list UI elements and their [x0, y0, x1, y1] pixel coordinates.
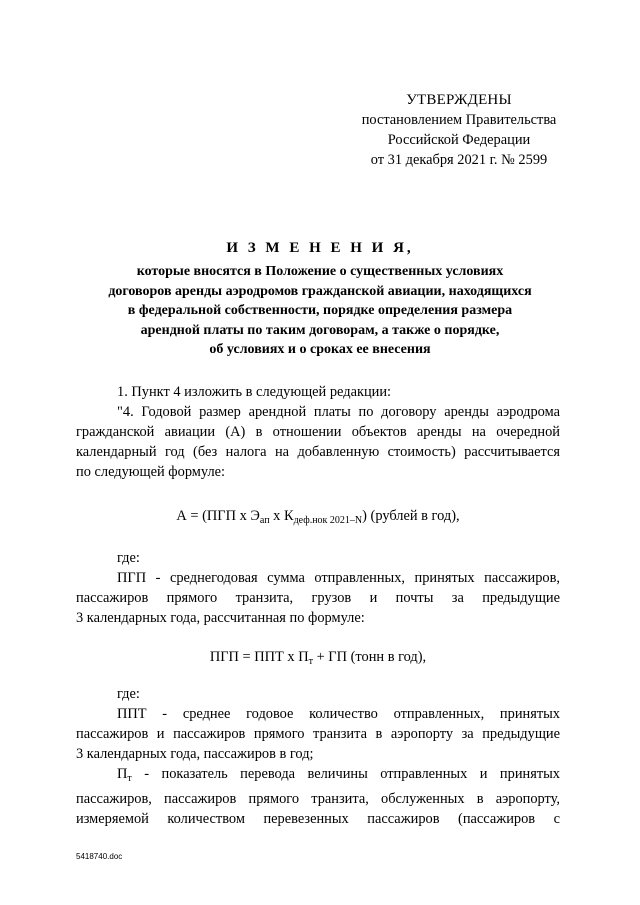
paragraph-4-line: по следующей формуле:: [76, 464, 226, 480]
pt-symbol: П: [117, 766, 128, 782]
paragraph-4-line: календарный год (без налога на добавленную стоимость) рассчитывается: [76, 444, 560, 460]
formula-2-lhs: ПГП = ППТ х П: [209, 649, 309, 665]
ppt-definition-line: 3 календарных года, пассажиров в год;: [76, 746, 314, 762]
file-name-footer: 5418740.doc: [76, 852, 123, 861]
section-1: [76, 382, 560, 482]
ppt-definition-line: ППТ - среднее годовое количество отправленных, принятых: [117, 706, 560, 722]
pt-definition-line: [76, 764, 560, 789]
pt-symbol-sub: т: [127, 773, 132, 784]
item-1-text: 1. Пункт 4 изложить в следующей редакции:: [117, 384, 392, 400]
paragraph-4-line: гражданской авиации (А) в отношении объектов аренды на очередной: [76, 424, 560, 440]
document-heading: [40, 238, 600, 360]
where-label-2: где:: [117, 686, 140, 702]
where-label-1: где:: [117, 550, 140, 566]
heading-subtitle-line: которые вносятся в Положение о существенных условиях: [136, 264, 504, 279]
pgp-definition-line: 3 календарных года, рассчитанная по формуле:: [76, 610, 365, 626]
formula-2-rhs: + ГП (тонн в год),: [313, 649, 427, 665]
formula-pgp: [76, 647, 560, 672]
paragraph-4-line: "4. Годовой размер арендной платы по договору аренды аэродрома: [117, 404, 560, 420]
where-block-2: [76, 684, 560, 829]
approval-block: [344, 90, 574, 170]
pt-definition-line: пассажиров, пассажиров прямого транзита, обслуженных в аэропорту,: [76, 791, 560, 807]
approval-line-1: постановлением Правительства: [361, 112, 557, 128]
heading-subtitle-line: в федеральной собственности, порядке определения размера: [127, 303, 513, 319]
heading-subtitle: [40, 262, 600, 360]
formula-1-rhs: ) (рублей в год),: [362, 508, 460, 524]
heading-subtitle-line: арендной платы по таким договорам, а также о порядке,: [140, 322, 500, 338]
heading-subtitle-line: об условиях и о сроках ее внесения: [209, 342, 431, 358]
heading-title: И З М Е Н Е Н И Я,: [226, 240, 414, 256]
ppt-definition-line: пассажиров и пассажиров прямого транзита в аэропорту за предыдущие: [76, 726, 560, 742]
formula-1-sub-ap: ап: [259, 515, 270, 526]
pt-definition-line: измеряемой количеством перевезенных пассажиров (пассажиров с: [76, 811, 560, 827]
pgp-definition-line: пассажиров прямого транзита, грузов и почты за предыдущие: [76, 590, 560, 606]
formula-1-mid: х К: [269, 508, 294, 524]
formula-1-sub-kdef: деф.нок 2021–N: [293, 515, 363, 526]
heading-subtitle-line: договоров аренды аэродромов гражданской авиации, находящихся: [108, 283, 532, 299]
pt-definition-text: - показатель перевода величины отправленных и принятых: [131, 766, 560, 782]
formula-2-sub-t: т: [308, 656, 313, 667]
approval-title: УТВЕРЖДЕНЫ: [406, 92, 512, 108]
formula-1-lhs: А = (ПГП х Э: [176, 508, 260, 524]
pgp-definition-line: ПГП - среднегодовая сумма отправленных, принятых пассажиров,: [117, 570, 560, 586]
where-block-1: [76, 548, 560, 628]
formula-annual-rent: [76, 506, 560, 531]
approval-line-3: от 31 декабря 2021 г. № 2599: [370, 152, 548, 168]
approval-line-2: Российской Федерации: [387, 132, 531, 148]
